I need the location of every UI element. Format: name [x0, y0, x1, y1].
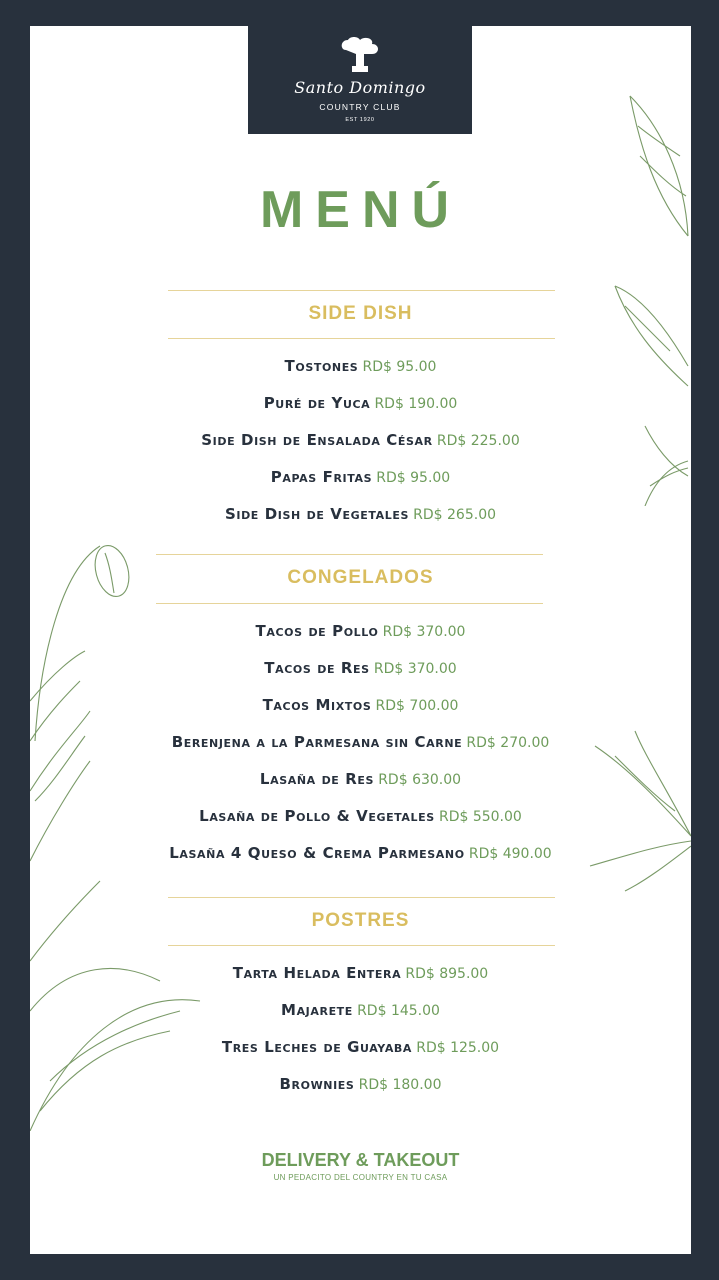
- section-heading-congelados: CONGELADOS: [287, 567, 434, 588]
- item-name: Tostones: [284, 357, 359, 375]
- menu-item: [30, 733, 691, 751]
- item-name: Side Dish de Vegetales: [224, 505, 409, 523]
- section-divider: [168, 897, 555, 898]
- item-price: RD$ 490.00: [468, 846, 552, 862]
- menu-item: [30, 505, 691, 523]
- menu-item: [30, 659, 691, 677]
- section-divider: [168, 338, 555, 339]
- menu-item: [30, 1038, 691, 1056]
- footer-subtitle: UN PEDACITO DEL COUNTRY EN TU CASA: [273, 1173, 448, 1182]
- club-logo: [248, 26, 472, 134]
- section-divider: [168, 945, 555, 946]
- menu-item: [30, 1001, 691, 1019]
- section-heading-postres: POSTRES: [311, 910, 410, 931]
- item-price: RD$ 125.00: [416, 1040, 500, 1056]
- menu-item: [30, 770, 691, 788]
- item-price: RD$ 700.00: [375, 698, 459, 714]
- item-name: Tacos Mixtos: [262, 696, 372, 714]
- item-name: Berenjena a la Parmesana sin Carne: [171, 733, 463, 751]
- menu-item: [30, 357, 691, 375]
- item-name: Tacos de Pollo: [255, 622, 379, 640]
- menu-item: [30, 844, 691, 862]
- item-name: Side Dish de Ensalada César: [201, 431, 433, 449]
- tree-icon: [338, 36, 382, 76]
- item-price: RD$ 630.00: [378, 772, 462, 788]
- item-name: Tres Leches de Guayaba: [221, 1038, 413, 1056]
- section-divider: [156, 603, 543, 604]
- item-price: RD$ 370.00: [373, 661, 457, 677]
- item-price: RD$ 895.00: [405, 966, 489, 982]
- item-price: RD$ 265.00: [413, 507, 497, 523]
- menu-item: [30, 964, 691, 982]
- logo-club-text: COUNTRY CLUB: [319, 102, 401, 112]
- logo-script-text: Santo Domingo: [294, 78, 426, 97]
- item-name: Papas Fritas: [270, 468, 373, 486]
- item-price: RD$ 145.00: [357, 1003, 440, 1019]
- item-price: RD$ 95.00: [362, 359, 437, 375]
- item-price: RD$ 550.00: [438, 809, 522, 825]
- item-name: Majarete: [281, 1001, 353, 1019]
- item-price: RD$ 370.00: [382, 624, 466, 640]
- section-heading-side-dish: SIDE DISH: [308, 303, 413, 324]
- menu-page: [30, 26, 691, 1254]
- item-price: RD$ 95.00: [376, 470, 451, 486]
- footer-title: DELIVERY & TAKEOUT: [261, 1150, 460, 1170]
- item-name: Brownies: [279, 1075, 355, 1093]
- item-price: RD$ 270.00: [466, 735, 550, 751]
- item-name: Tacos de Res: [264, 659, 370, 677]
- section-divider: [168, 290, 555, 291]
- menu-item: [30, 622, 691, 640]
- menu-item: [30, 394, 691, 412]
- logo-est-text: EST 1920: [345, 117, 375, 123]
- menu-item: [30, 1075, 691, 1093]
- menu-item: [30, 468, 691, 486]
- item-price: RD$ 180.00: [358, 1077, 442, 1093]
- item-name: Tarta Helada Entera: [232, 964, 402, 982]
- menu-item: [30, 696, 691, 714]
- menu-item: [30, 431, 691, 449]
- item-price: RD$ 225.00: [436, 433, 520, 449]
- item-name: Lasaña de Res: [259, 770, 375, 788]
- item-price: RD$ 190.00: [374, 396, 458, 412]
- item-name: Lasaña de Pollo & Vegetales: [199, 807, 435, 825]
- item-name: Puré de Yuca: [263, 394, 371, 412]
- section-divider: [156, 554, 543, 555]
- item-name: Lasaña 4 Queso & Crema Parmesano: [169, 844, 465, 862]
- menu-item: [30, 807, 691, 825]
- menu-title: MENÚ: [259, 181, 462, 239]
